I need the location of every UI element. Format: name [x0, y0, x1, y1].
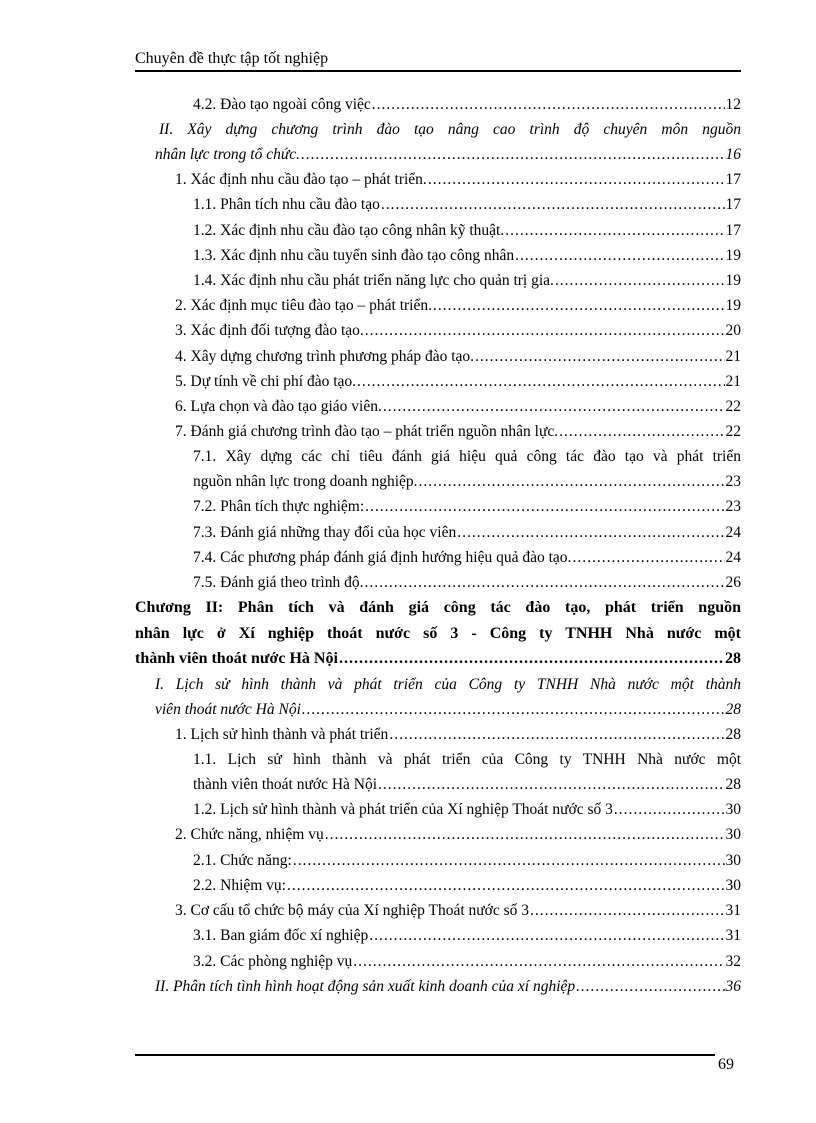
toc-entry: [193, 93, 741, 117]
toc-entry-page: 26: [725, 574, 741, 591]
toc-entry-page: 23: [725, 498, 741, 515]
toc-entry: [175, 723, 741, 747]
toc-entry-text: 1. Lịch sử hình thành và phát triển: [175, 726, 389, 743]
toc-entry-page: 36: [725, 978, 741, 995]
running-header: Chuyên đề thực tập tốt nghiệp: [135, 50, 329, 67]
toc-entry: [193, 269, 741, 293]
toc-entry-text: 7.3. Đánh giá những thay đổi của học viên: [193, 524, 457, 541]
toc-entry-text: 2. Chức năng, nhiệm vụ: [175, 826, 324, 843]
toc-entry: [193, 798, 741, 822]
toc-entry-text: viên thoát nước Hà Nội: [155, 701, 301, 718]
toc-entry-text: 1. Xác định nhu cầu đào tạo – phát triển.: [175, 171, 427, 188]
toc-entry-text: 7.4. Các phương pháp đánh giá định hướng hiệu quả đào tạo.: [193, 549, 572, 566]
toc-entry-page: 22: [725, 398, 741, 415]
toc-entry: [193, 773, 741, 797]
toc-entry: [193, 495, 741, 519]
toc-entry: [175, 823, 741, 847]
toc-entry-text: 1.1. Phân tích nhu cầu đào tạo: [193, 196, 380, 213]
toc-entry: [193, 219, 741, 243]
toc-entry-text: 7.5. Đánh giá theo trình độ.: [193, 574, 364, 591]
header-rule: [135, 70, 741, 72]
toc-entry-page: 17: [725, 222, 741, 239]
toc-entry-page: 30: [725, 801, 741, 818]
toc-entry-text: thành viên thoát nước Hà Nội: [193, 776, 378, 793]
toc-entry-page: 16: [725, 146, 741, 163]
toc-entry-page: 28: [725, 701, 741, 718]
toc-entry: [155, 698, 741, 722]
chapter-heading: nhân lực ở Xí nghiệp thoát nước số 3 - Công ty TNHH Nhà nước một: [135, 625, 741, 642]
page-number: 69: [718, 1056, 734, 1073]
toc-entry-page: 19: [725, 297, 741, 314]
toc-entry-page: 23: [725, 473, 741, 490]
toc-entry-page: 20: [725, 322, 741, 339]
toc-entry-page: 19: [725, 272, 741, 289]
toc-entry: [193, 521, 741, 545]
toc-entry-text: 1.2. Lịch sử hình thành và phát triển của Xí nghiệp Thoát nước số 3: [193, 801, 613, 818]
toc-entry: [193, 924, 741, 948]
toc-entry-page: 30: [725, 826, 741, 843]
toc-entry-text: 3. Xác định đối tượng đào tạo.: [175, 322, 364, 339]
toc-entry-text: I. Lịch sử hình thành và phát triển của Công ty TNHH Nhà nước một thành: [155, 676, 741, 693]
toc-entry-page: 19: [725, 247, 741, 264]
toc-entry-text: nguồn nhân lực trong doanh nghiệp.: [193, 473, 418, 490]
toc-entry-text: 7.2. Phân tích thực nghiệm:: [193, 498, 365, 515]
chapter-heading: Chương II: Phân tích và đánh giá công tác đào tạo, phát triển nguồn: [135, 599, 741, 616]
toc-entry: [193, 571, 741, 595]
toc-entry-page: 31: [725, 927, 741, 944]
toc-entry-page: 31: [725, 902, 741, 919]
toc-entry-page: 21: [725, 348, 741, 365]
toc-entry-page: 30: [725, 852, 741, 869]
toc-entry-page: 12: [725, 96, 741, 113]
toc-entry-page: 17: [725, 171, 741, 188]
toc-entry: [175, 899, 741, 923]
toc-entry-text: 1.1. Lịch sử hình thành và phát triển của Công ty TNHH Nhà nước một: [193, 751, 741, 768]
toc-entry-page: 24: [725, 549, 741, 566]
toc-entry: [193, 874, 741, 898]
toc-entry: [193, 470, 741, 494]
toc-entry: [193, 950, 741, 974]
toc-entry-page: 28: [725, 726, 741, 743]
toc-entry: [175, 345, 741, 369]
toc-entry: [155, 975, 741, 999]
toc-entry-text: 2.1. Chức năng:: [193, 852, 292, 869]
toc-entry-page: 21: [725, 373, 741, 390]
toc-entry-text: 7.1. Xây dựng các chỉ tiêu đánh giá hiệu quả công tác đào tạo và phát triển: [193, 448, 741, 465]
toc-entry-text: 3.2. Các phòng nghiệp vụ: [193, 953, 353, 970]
toc-entry: [193, 193, 741, 217]
toc-entry: [193, 546, 741, 570]
toc-entry-text: 6. Lựa chọn và đào tạo giáo viên.: [175, 398, 382, 415]
toc-entry-page: 17: [725, 196, 741, 213]
toc-entry-text: 3.1. Ban giám đốc xí nghiệp: [193, 927, 369, 944]
toc-entry-text: 7. Đánh giá chương trình đào tạo – phát triển nguồn nhân lực.: [175, 423, 559, 440]
toc-entry-page: 32: [725, 953, 741, 970]
toc-entry-text: II. Phân tích tình hình hoạt động sản xuất kinh doanh của xí nghiệp: [155, 978, 576, 995]
toc-entry-text: nhân lực trong tổ chức.: [155, 146, 301, 163]
toc-entry-text: 2.2. Nhiệm vụ:: [193, 877, 286, 894]
toc-entry: [175, 395, 741, 419]
toc-entry: [175, 370, 741, 394]
toc-entry-page: 28: [725, 650, 741, 667]
toc-entry-text: II. Xây dựng chương trình đào tạo nâng cao trình độ chuyên môn nguồn: [159, 121, 741, 138]
toc-entry-text: 5. Dự tính về chi phí đào tạo.: [175, 373, 357, 390]
toc-entry: [175, 420, 741, 444]
toc-entry-text: 2. Xác định mục tiêu đào tạo – phát triển.: [175, 297, 432, 314]
toc-entry-text: 1.2. Xác định nhu cầu đào tạo công nhân kỹ thuật.: [193, 222, 505, 239]
toc-entry: [175, 319, 741, 343]
toc-entry-text: thành viên thoát nước Hà Nội: [135, 650, 338, 667]
toc-entry-text: 4. Xây dựng chương trình phương pháp đào tạo.: [175, 348, 475, 365]
toc-entry-page: 24: [725, 524, 741, 541]
toc-entry-text: 1.4. Xác định nhu cầu phát triển năng lực cho quản trị gia.: [193, 272, 554, 289]
toc-entry-page: 28: [725, 776, 741, 793]
toc-entry: [135, 647, 741, 671]
toc-entry: [193, 244, 741, 268]
toc-entry: [155, 143, 741, 167]
toc-entry-text: 1.3. Xác định nhu cầu tuyển sinh đào tạo công nhân: [193, 247, 515, 264]
toc-entry-page: 30: [725, 877, 741, 894]
toc-entry: [175, 294, 741, 318]
toc-entry: [175, 168, 741, 192]
footer-rule: [135, 1054, 715, 1056]
toc-entry-text: 3. Cơ cấu tổ chức bộ máy của Xí nghiệp Thoát nước số 3: [175, 902, 530, 919]
toc-entry-text: 4.2. Đào tạo ngoài công việc: [193, 96, 371, 113]
toc-entry: [193, 849, 741, 873]
toc-entry-page: 22: [725, 423, 741, 440]
